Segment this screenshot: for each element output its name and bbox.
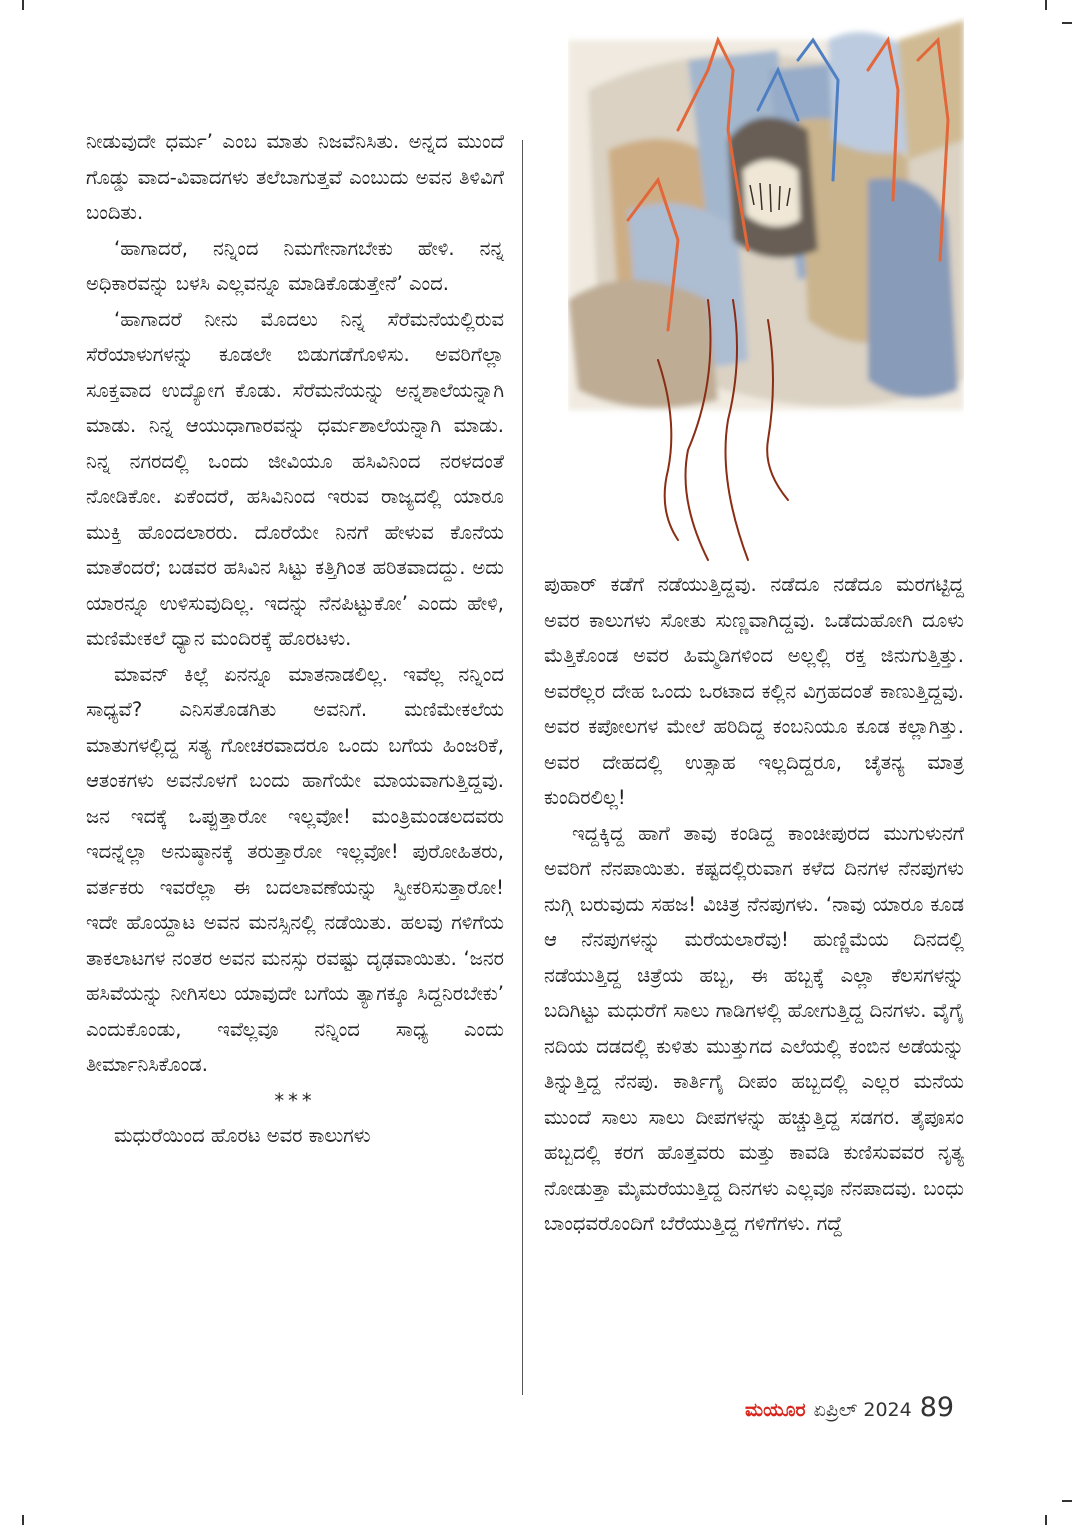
paragraph: ಪುಹಾರ್ ಕಡೆಗೆ ನಡೆಯುತ್ತಿದ್ದವು. ನಡೆದೂ ನಡೆದೂ ಮರಗಟ್ಟಿದ್ದ ಅವರ ಕಾಲುಗಳು ಸೋತು ಸುಣ್ಣವಾಗಿದ್ದವು. ಒಡೆದುಹೋಗಿ ದೂಳು ಮೆತ್ತಿಕೊಂಡ ಅವರ ಹಿಮ್ಮಡಿಗಳಿಂದ ಅಲ್ಲಲ್ಲಿ ರಕ್ತ ಜಿನುಗುತ್ತಿತ್ತು. ಅವರೆಲ್ಲರ ದೇಹ ಒಂದು ಒರಟಾದ ಕಲ್ಲಿನ ವಿಗ್ರಹದಂತೆ ಕಾಣುತ್ತಿದ್ದವು. ಅವರ ಕಪೋಲಗಳ ಮೇಲೆ ಹರಿದಿದ್ದ ಕಂಬನಿಯೂ ಕೂಡ ಕಲ್ಲಾಗಿತ್ತು. ಅವರ ದೇಹದಲ್ಲಿ ಉತ್ಸಾಹ ಇಲ್ಲದಿದ್ದರೂ, ಚೈತನ್ಯ ಮಾತ್ರ ಕುಂದಿರಲಿಲ್ಲ! — [544, 573, 964, 809]
crop-mark-right-top — [1062, 22, 1072, 24]
abstract-figures-illustration — [568, 0, 964, 568]
paragraph: ನೀಡುವುದೇ ಧರ್ಮ’ ಎಂಬ ಮಾತು ನಿಜವೆನಿಸಿತು. ಅನ್ನದ ಮುಂದೆ ಗೊಡ್ಡು ವಾದ-ವಿವಾದಗಳು ತಲೆಬಾಗುತ್ತವೆ ಎಂಬುದು ಅವನ ತಿಳಿವಿಗೆ ಬಂದಿತು. — [86, 130, 504, 224]
paragraph: ಇದ್ದಕ್ಕಿದ್ದ ಹಾಗೆ ತಾವು ಕಂಡಿದ್ದ ಕಾಂಚೀಪುರದ ಮುಗುಳುನಗೆ ಅವರಿಗೆ ನೆನಪಾಯಿತು. ಕಷ್ಟದಲ್ಲಿರುವಾಗ ಕಳೆದ ದಿನಗಳ ನೆನಪುಗಳು ನುಗ್ಗಿ ಬರುವುದು ಸಹಜ! ವಿಚಿತ್ರ ನೆನಪುಗಳು. ‘ನಾವು ಯಾರೂ ಕೂಡ ಆ ನೆನಪುಗಳನ್ನು ಮರೆಯಲಾರೆವು! ಹುಣ್ಣಿಮೆಯ ದಿನದಲ್ಲಿ ನಡೆಯುತ್ತಿದ್ದ ಚಿತ್ರೆಯ ಹಬ್ಬ, ಈ ಹಬ್ಬಕ್ಕೆ ಎಲ್ಲಾ ಕೆಲಸಗಳನ್ನು ಬದಿಗಿಟ್ಟು ಮಧುರೆಗೆ ಸಾಲು ಗಾಡಿಗಳಲ್ಲಿ ಹೋಗುತ್ತಿದ್ದ ದಿನಗಳು. ವೈಗೈ ನದಿಯ ದಡದಲ್ಲಿ ಕುಳಿತು ಮುತ್ತುಗದ ಎಲೆಯಲ್ಲಿ ಕಂಬಿನ ಅಡೆಯನ್ನು ತಿನ್ನುತ್ತಿದ್ದ ನೆನಪು. ಕಾರ್ತಿಗೈ ದೀಪಂ ಹಬ್ಬದಲ್ಲಿ ಎಲ್ಲರ ಮನೆಯ ಮುಂದೆ ಸಾಲು ಸಾಲು ದೀಪಗಳನ್ನು ಹಚ್ಚುತ್ತಿದ್ದ ಸಡಗರ. ತೈಪೂಸಂ ಹಬ್ಬದಲ್ಲಿ ಕರಗ ಹೊತ್ತವರು ಮತ್ತು ಕಾವಡಿ ಕುಣಿಸುವವರ ನೃತ್ಯ ನೋಡುತ್ತಾ ಮೈಮರೆಯುತ್ತಿದ್ದ ದಿನಗಳು ಎಲ್ಲವೂ ನೆನಪಾದವು. ಬಂಧು ಬಾಂಧವರೊಂದಿಗೆ ಬೆರೆಯುತ್ತಿದ್ದ ಗಳಿಗೆಗಳು. ಗದ್ದೆ — [544, 821, 964, 1235]
crop-mark-bottom-right — [1045, 1515, 1047, 1525]
paragraph: ಮಾವನ್ ಕಿಲ್ಲೆ ಏನನ್ನೂ ಮಾತನಾಡಲಿಲ್ಲ. ಇವೆಲ್ಲ ನನ್ನಿಂದ ಸಾಧ್ಯವೆ? ಎನಿಸತೊಡಗಿತು ಅವನಿಗೆ. ಮಣಿಮೇಕಲೆಯ ಮಾತುಗಳಲ್ಲಿದ್ದ ಸತ್ಯ ಗೋಚರವಾದರೂ ಒಂದು ಬಗೆಯ ಹಿಂಜರಿಕೆ, ಆತಂಕಗಳು ಅವನೊಳಗೆ ಬಂದು ಹಾಗೆಯೇ ಮಾಯವಾಗುತ್ತಿದ್ದವು. ಜನ ಇದಕ್ಕೆ ಒಪ್ಪುತ್ತಾರೋ ಇಲ್ಲವೋ! ಮಂತ್ರಿಮಂಡಲದವರು ಇದನ್ನೆಲ್ಲಾ ಅನುಷ್ಠಾನಕ್ಕೆ ತರುತ್ತಾರೋ ಇಲ್ಲವೋ! ಪುರೋಹಿತರು, ವರ್ತಕರು ಇವರೆಲ್ಲಾ ಈ ಬದಲಾವಣೆಯನ್ನು ಸ್ವೀಕರಿಸುತ್ತಾರೋ! ಇದೇ ಹೊಯ್ದಾಟ ಅವನ ಮನಸ್ಸಿನಲ್ಲಿ ನಡೆಯಿತು. ಹಲವು ಗಳಿಗೆಯ ತಾಕಲಾಟಗಳ ನಂತರ ಅವನ ಮನಸ್ಸು ರವಷ್ಟು ದೃಢವಾಯಿತು. ‘ಜನರ ಹಸಿವೆಯನ್ನು ನೀಗಿಸಲು ಯಾವುದೇ ಬಗೆಯ ತ್ಯಾಗಕ್ಕೂ ಸಿದ್ದನಿರಬೇಕು’ ಎಂದುಕೊಂಡು, ಇವೆಲ್ಲವೂ ನನ್ನಿಂದ ಸಾಧ್ಯ ಎಂದು ತೀರ್ಮಾನಿಸಿಕೊಂಡ. — [86, 662, 504, 1076]
crop-mark-bottom-left — [22, 1515, 24, 1525]
page-number: 89 — [919, 1392, 955, 1423]
paragraph: ‘ಹಾಗಾದರೆ, ನನ್ನಿಂದ ನಿಮಗೇನಾಗಬೇಕು ಹೇಳಿ. ನನ್ನ ಅಧಿಕಾರವನ್ನು ಬಳಸಿ ಎಲ್ಲವನ್ನೂ ಮಾಡಿಕೊಡುತ್ತೇನೆ’ ಎಂದ. — [86, 236, 504, 295]
right-text-column — [544, 567, 964, 1242]
magazine-name: ಮಯೂರ — [745, 1399, 806, 1421]
left-text-column — [86, 124, 504, 1154]
issue-date: ಏಪ್ರಿಲ್ 2024 — [813, 1399, 912, 1421]
crop-mark-top-left — [22, 0, 24, 10]
section-break: *** — [274, 1088, 316, 1112]
paragraph: ಮಧುರೆಯಿಂದ ಹೊರಟ ಅವರ ಕಾಲುಗಳು — [114, 1124, 371, 1147]
column-divider — [522, 140, 523, 1395]
page-footer — [745, 1392, 954, 1426]
crop-mark-top-right — [1045, 0, 1047, 10]
paragraph: ‘ಹಾಗಾದರೆ ನೀನು ಮೊದಲು ನಿನ್ನ ಸೆರೆಮನೆಯಲ್ಲಿರುವ ಸೆರೆಯಾಳುಗಳನ್ನು ಕೂಡಲೇ ಬಿಡುಗಡೆಗೊಳಿಸು. ಅವರಿಗೆಲ್ಲಾ ಸೂಕ್ತವಾದ ಉದ್ಯೋಗ ಕೊಡು. ಸೆರೆಮನೆಯನ್ನು ಅನ್ನಶಾಲೆಯನ್ನಾಗಿ ಮಾಡು. ನಿನ್ನ ಆಯುಧಾಗಾರವನ್ನು ಧರ್ಮಶಾಲೆಯನ್ನಾಗಿ ಮಾಡು. ನಿನ್ನ ನಗರದಲ್ಲಿ ಒಂದು ಜೀವಿಯೂ ಹಸಿವಿನಿಂದ ನರಳದಂತೆ ನೋಡಿಕೋ. ಏಕೆಂದರೆ, ಹಸಿವಿನಿಂದ ಇರುವ ರಾಜ್ಯದಲ್ಲಿ ಯಾರೂ ಮುಕ್ತಿ ಹೊಂದಲಾರರು. ದೊರೆಯೇ ನಿನಗೆ ಹೇಳುವ ಕೊನೆಯ ಮಾತೆಂದರೆ; ಬಡವರ ಹಸಿವಿನ ಸಿಟ್ಟು ಕತ್ತಿಗಿಂತ ಹರಿತವಾದದ್ದು. ಅದು ಯಾರನ್ನೂ ಉಳಿಸುವುದಿಲ್ಲ. ಇದನ್ನು ನೆನಪಿಟ್ಟುಕೋ’ ಎಂದು ಹೇಳಿ, ಮಣಿಮೇಕಲೆ ಧ್ಯಾನ ಮಂದಿರಕ್ಕೆ ಹೊರಟಳು. — [86, 307, 504, 650]
crop-mark-right-bottom — [1062, 1500, 1072, 1502]
